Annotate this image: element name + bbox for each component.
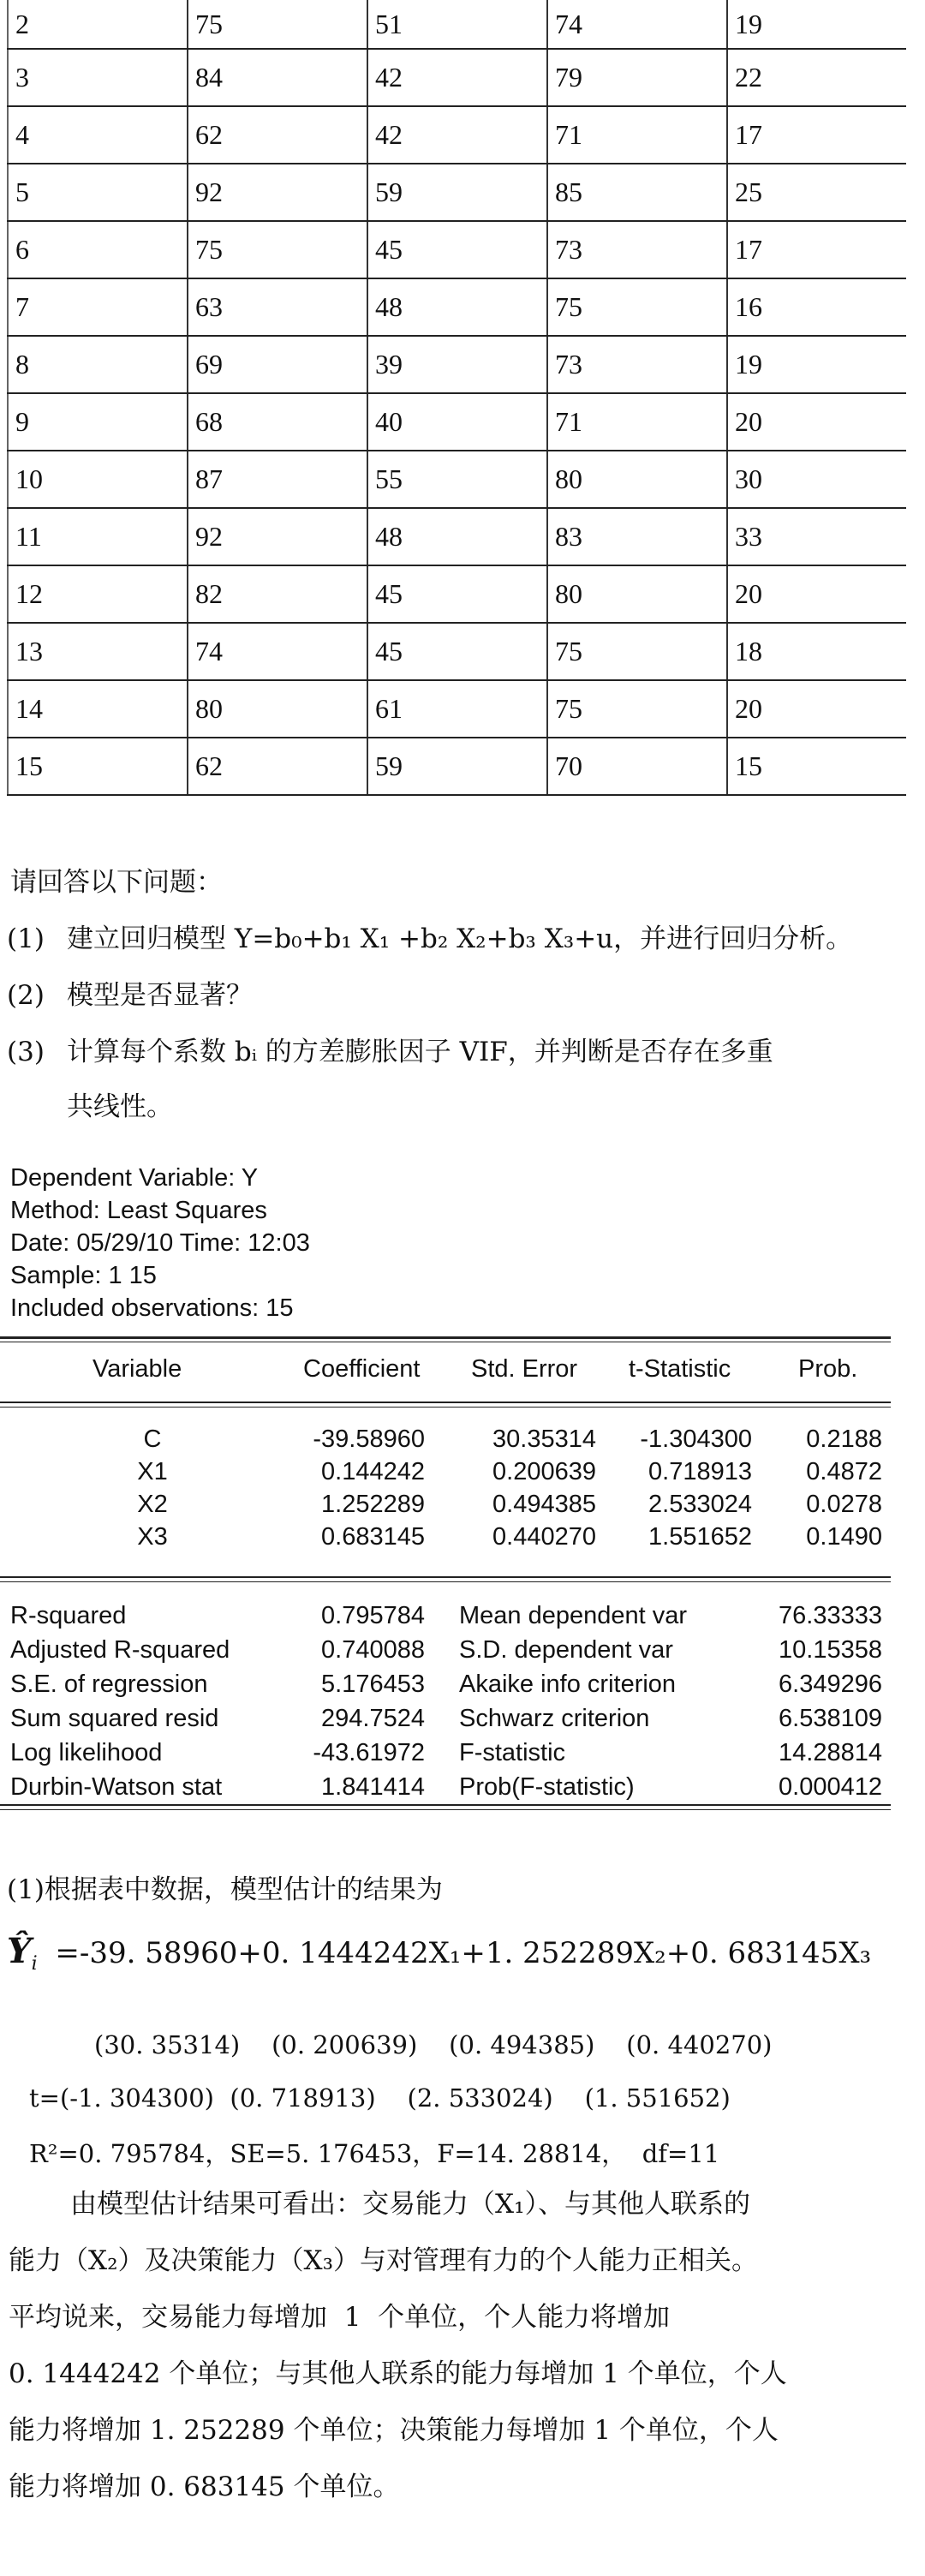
table-cell: 84	[188, 49, 367, 106]
table-cell: 62	[188, 106, 367, 164]
eviews-header-line: Date: 05/29/10 Time: 12:03	[10, 1229, 310, 1257]
table-cell: 22	[727, 49, 906, 106]
table-row	[8, 221, 906, 278]
solution-intro: (1)根据表中数据，模型估计的结果为	[7, 1874, 443, 1905]
stat-label: Prob(F-statistic)	[459, 1773, 635, 1801]
stat-label: Akaike info criterion	[459, 1671, 677, 1698]
col-header-prob: Prob.	[798, 1355, 858, 1383]
table-row	[8, 508, 906, 565]
table-cell: 45	[367, 623, 547, 680]
table-cell: 48	[367, 508, 547, 565]
coef-bottom-rule	[0, 1576, 891, 1578]
table-row	[8, 565, 906, 623]
table-row	[8, 278, 906, 336]
table-cell: 63	[188, 278, 367, 336]
t-statistic-line: t=(-1. 304300) (0. 718913) (2. 533024) (1. 551652)	[29, 2083, 731, 2113]
question-1-text: 建立回归模型 Y=b₀+b₁ X₁ +b₂ X₂+b₃ X₃+u，并进行回归分析。	[67, 923, 853, 954]
table-cell: 20	[727, 565, 906, 623]
table-cell: 83	[547, 508, 727, 565]
stat-label: F-statistic	[459, 1739, 566, 1766]
table-cell: 19	[727, 0, 906, 49]
coef-cell-coef: 1.252289	[321, 1491, 425, 1518]
coef-cell-coef: -39.58960	[313, 1425, 425, 1453]
coef-cell-se: 0.440270	[492, 1523, 596, 1551]
table-cell: 12	[8, 565, 188, 623]
table-cell: 62	[188, 738, 367, 795]
table-cell: 45	[367, 221, 547, 278]
stats-bottom-rule	[0, 1804, 891, 1806]
table-cell: 4	[8, 106, 188, 164]
yhat-subscript: i	[31, 1952, 38, 1975]
table-row	[8, 336, 906, 393]
stat-value: 6.538109	[779, 1705, 882, 1732]
stat-label: Mean dependent var	[459, 1602, 688, 1629]
table-cell: 87	[188, 451, 367, 508]
table-cell: 68	[188, 393, 367, 451]
table-cell: 13	[8, 623, 188, 680]
table-cell: 16	[727, 278, 906, 336]
table-cell: 74	[188, 623, 367, 680]
table-cell: 42	[367, 49, 547, 106]
table-cell: 9	[8, 393, 188, 451]
table-cell: 18	[727, 623, 906, 680]
table-cell: 2	[8, 0, 188, 49]
stat-value: 294.7524	[321, 1705, 425, 1732]
question-3-number: (3)	[7, 1037, 45, 1067]
col-header-std-error: Std. Error	[471, 1355, 578, 1383]
table-cell: 75	[547, 623, 727, 680]
stat-value: 14.28814	[779, 1739, 882, 1766]
table-cell: 70	[547, 738, 727, 795]
question-3	[7, 1030, 773, 1068]
paragraph-line: 由模型估计结果可看出：交易能力（X₁）、与其他人联系的	[70, 2189, 750, 2220]
table-cell: 71	[547, 106, 727, 164]
eviews-header-line: Sample: 1 15	[10, 1262, 157, 1289]
table-cell: 92	[188, 164, 367, 221]
table-cell: 75	[547, 278, 727, 336]
table-cell: 75	[188, 221, 367, 278]
coef-cell-t: 0.718913	[648, 1458, 752, 1485]
stat-label: S.D. dependent var	[459, 1636, 673, 1664]
stat-value: -43.61972	[313, 1739, 425, 1766]
table-cell: 80	[547, 565, 727, 623]
table-cell: 20	[727, 393, 906, 451]
col-header-coefficient: Coefficient	[303, 1355, 421, 1383]
r-squared-line: R²=0. 795784，SE=5. 176453，F=14. 28814， df=11	[29, 2139, 720, 2168]
paragraph-line: 0. 1444242 个单位；与其他人联系的能力每增加 1 个单位，个人	[9, 2358, 787, 2389]
interpretation-paragraph	[9, 2176, 891, 2515]
table-cell: 6	[8, 221, 188, 278]
question-2	[7, 973, 253, 1012]
table-cell: 30	[727, 451, 906, 508]
coef-cell-coef: 0.683145	[321, 1523, 425, 1551]
col-header-t-statistic: t-Statistic	[629, 1355, 731, 1383]
stat-label: Sum squared resid	[10, 1705, 219, 1732]
stat-value: 0.000412	[779, 1773, 882, 1801]
table-cell: 74	[547, 0, 727, 49]
data-table	[7, 0, 906, 796]
table-cell: 79	[547, 49, 727, 106]
coef-cell-coef: 0.144242	[321, 1458, 425, 1485]
eviews-header-line: Included observations: 15	[10, 1294, 294, 1322]
stat-value: 0.795784	[321, 1602, 425, 1629]
table-cell: 55	[367, 451, 547, 508]
stat-value: 0.740088	[321, 1636, 425, 1664]
table-cell: 17	[727, 106, 906, 164]
stat-value: 1.841414	[321, 1773, 425, 1801]
header-rule-thin	[0, 1407, 891, 1408]
table-cell: 59	[367, 164, 547, 221]
header-rule	[0, 1402, 891, 1403]
coef-cell-se: 0.494385	[492, 1491, 596, 1518]
table-cell: 73	[547, 221, 727, 278]
table-cell: 85	[547, 164, 727, 221]
paragraph-line: 能力（X₂）及决策能力（X₃）与对管理有力的个人能力正相关。	[9, 2245, 758, 2276]
table-cell: 69	[188, 336, 367, 393]
table-cell: 14	[8, 680, 188, 738]
coef-cell-var: X3	[137, 1523, 168, 1551]
eviews-header	[10, 1162, 310, 1324]
stats-bottom-rule-thin	[0, 1809, 891, 1810]
table-row	[8, 49, 906, 106]
coef-bottom-rule-thin	[0, 1581, 891, 1582]
table-cell: 11	[8, 508, 188, 565]
table-cell: 51	[367, 0, 547, 49]
stat-label: Durbin-Watson stat	[10, 1773, 223, 1801]
question-1	[7, 917, 852, 955]
table-row	[8, 164, 906, 221]
question-3-continuation: 共线性。	[67, 1091, 173, 1122]
coef-cell-var: C	[143, 1425, 162, 1453]
col-header-variable: Variable	[92, 1355, 182, 1383]
table-row	[8, 106, 906, 164]
coef-cell-t: 2.533024	[648, 1491, 752, 1518]
coef-cell-se: 0.200639	[492, 1458, 596, 1485]
question-2-number: (2)	[7, 980, 45, 1011]
paragraph-line: 能力将增加 1. 252289 个单位；决策能力每增加 1 个单位，个人	[9, 2415, 779, 2446]
stat-label: S.E. of regression	[10, 1671, 208, 1698]
table-cell: 5	[8, 164, 188, 221]
table-row	[8, 393, 906, 451]
table-row	[8, 0, 906, 49]
stat-value: 10.15358	[779, 1636, 882, 1664]
coef-cell-t: 1.551652	[648, 1523, 752, 1551]
yhat-symbol: Ŷ	[7, 1931, 32, 1971]
paragraph-line: 能力将增加 0. 683145 个单位。	[9, 2471, 400, 2502]
coef-cell-var: X1	[137, 1458, 168, 1485]
table-cell: 61	[367, 680, 547, 738]
stat-label: Log likelihood	[10, 1739, 163, 1766]
stat-value: 5.176453	[321, 1671, 425, 1698]
stat-label: Adjusted R-squared	[10, 1636, 230, 1664]
table-cell: 15	[8, 738, 188, 795]
stat-label: Schwarz criterion	[459, 1705, 650, 1732]
question-2-text: 模型是否显著？	[67, 980, 253, 1011]
table-cell: 3	[8, 49, 188, 106]
question-1-number: (1)	[7, 923, 45, 954]
table-cell: 10	[8, 451, 188, 508]
stat-value: 76.33333	[779, 1602, 882, 1629]
table-cell: 8	[8, 336, 188, 393]
stat-value: 6.349296	[779, 1671, 882, 1698]
table-cell: 92	[188, 508, 367, 565]
coef-cell-t: -1.304300	[640, 1425, 752, 1453]
table-row	[8, 623, 906, 680]
table-cell: 19	[727, 336, 906, 393]
question-3-text: 计算每个系数 bᵢ 的方差膨胀因子 VIF，并判断是否存在多重	[67, 1037, 773, 1067]
eviews-header-line: Dependent Variable: Y	[10, 1164, 259, 1192]
table-cell: 59	[367, 738, 547, 795]
coef-cell-p: 0.2188	[806, 1425, 882, 1453]
table-cell: 20	[727, 680, 906, 738]
table-row	[8, 451, 906, 508]
coef-cell-p: 0.0278	[806, 1491, 882, 1518]
table-cell: 45	[367, 565, 547, 623]
table-cell: 42	[367, 106, 547, 164]
table-cell: 80	[188, 680, 367, 738]
table-cell: 73	[547, 336, 727, 393]
table-cell: 75	[188, 0, 367, 49]
coef-cell-var: X2	[137, 1491, 168, 1518]
questions-title: 请回答以下问题：	[10, 867, 223, 898]
stat-label: R-squared	[10, 1602, 127, 1629]
paragraph-line: 平均说来，交易能力每增加 1 个单位，个人能力将增加	[9, 2302, 671, 2333]
table-row	[8, 680, 906, 738]
coef-cell-se: 30.35314	[492, 1425, 596, 1453]
table-row	[8, 738, 906, 795]
table-cell: 71	[547, 393, 727, 451]
standard-error-line: (30. 35314) (0. 200639) (0. 494385) (0. 440270)	[94, 2030, 773, 2059]
table-cell: 39	[367, 336, 547, 393]
regression-equation	[7, 1931, 871, 1975]
table-cell: 80	[547, 451, 727, 508]
table-cell: 15	[727, 738, 906, 795]
table-cell: 7	[8, 278, 188, 336]
table-cell: 25	[727, 164, 906, 221]
table-cell: 82	[188, 565, 367, 623]
table-cell: 33	[727, 508, 906, 565]
eviews-header-line: Method: Least Squares	[10, 1197, 267, 1224]
table-cell: 40	[367, 393, 547, 451]
coef-cell-p: 0.4872	[806, 1458, 882, 1485]
table-cell: 75	[547, 680, 727, 738]
table-cell: 48	[367, 278, 547, 336]
table-cell: 17	[727, 221, 906, 278]
coef-cell-p: 0.1490	[806, 1523, 882, 1551]
table-top-rule	[0, 1336, 891, 1339]
equation-rhs: =-39. 58960+0. 1444242X₁+1. 252289X₂+0. 683145X₃	[55, 1936, 872, 1970]
